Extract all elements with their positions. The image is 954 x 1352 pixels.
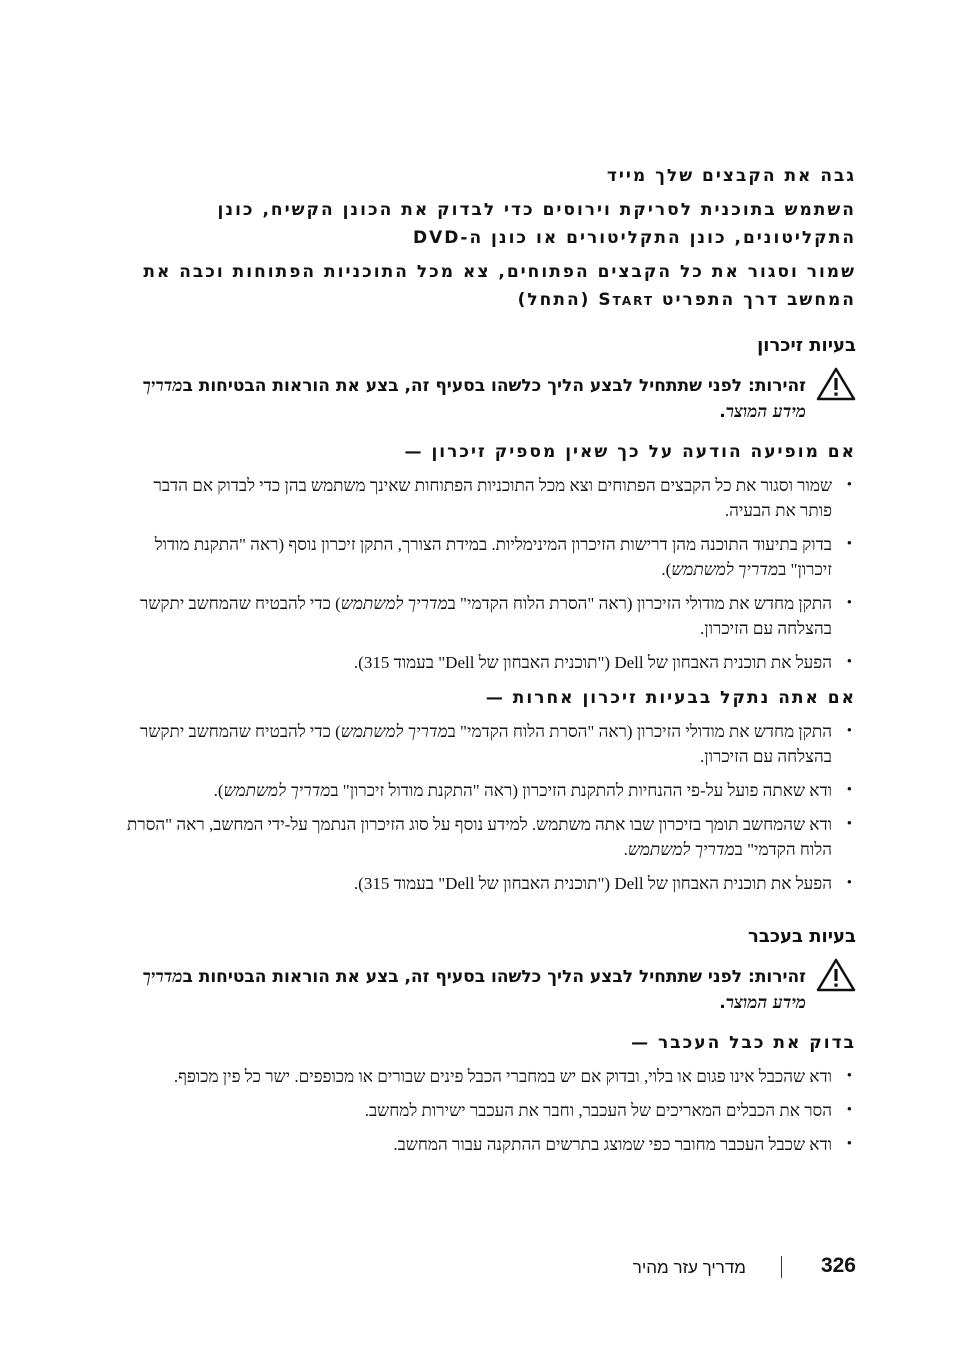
list-item: • ודא שהכבל אינו פגום או בלוי, ובדוק אם יש במחברי הכבל פינים שבורים או מכופפים. ישר כל פין מכופף. xyxy=(120,1064,856,1089)
list-item-text: ). xyxy=(661,560,672,579)
list-item: • הסר את הכבלים המאריכים של העכבר, וחבר את העכבר ישירות למחשב. xyxy=(120,1098,856,1123)
other-memory-list xyxy=(120,719,856,896)
list-item: • הפעל את תוכנית האבחון של Dell ("תוכנית האבחון של Dell" בעמוד 315). xyxy=(120,650,856,675)
caution-label: זהירות: xyxy=(748,376,806,396)
footer-divider xyxy=(781,1256,782,1278)
list-item xyxy=(120,532,856,582)
caution-end: . xyxy=(719,993,726,1013)
page-number: 326 xyxy=(820,1254,856,1277)
list-item: • ודא שכבל העכבר מחובר כפי שמוצג בתרשים ההתקנה עבור המחשב. xyxy=(120,1132,856,1157)
section-heading-mouse: בעיות בעכבר xyxy=(748,926,856,947)
list-item-text: ) כדי להבטיח שהמחשב יתקשר בהצלחה עם הזיכרון. xyxy=(139,722,832,766)
doc-title: מדריך למשתמש xyxy=(223,781,331,800)
mouse-section xyxy=(120,924,856,1157)
list-item-text: התקן מחדש את מודולי הזיכרון (ראה "הסרת הלוח הקדמי" ב xyxy=(447,722,832,741)
caution-note-memory xyxy=(120,373,856,425)
list-item-text: . xyxy=(623,840,628,859)
list-item: • שמור וסגור את כל הקבצים הפתוחים וצא מכל התוכניות הפתוחות שאינך משתמש בהן כדי לבדוק אם הדבר פותר את הבעיה. xyxy=(120,473,856,523)
caution-text: לפני שתתחיל לבצע הליך כלשהו בסעיף זה, בצע את הוראות הבטיחות ב xyxy=(182,376,743,396)
doc-title: מדריך למשתמש xyxy=(340,594,448,613)
mouse-cable-list xyxy=(120,1064,856,1157)
lead-item-backup: גבה את הקבצים שלך מייד xyxy=(606,166,856,186)
list-item xyxy=(120,719,856,769)
section-heading-memory: בעיות זיכרון xyxy=(757,335,856,356)
caution-note-mouse xyxy=(120,964,856,1016)
caution-text: לפני שתתחיל לבצע הליך כלשהו בסעיף זה, בצע את הוראות הבטיחות ב xyxy=(182,967,743,987)
list-item-text: ). xyxy=(213,781,224,800)
start-suffix: (התחל) xyxy=(517,290,591,310)
footer-title: מדריך עזר מהיר xyxy=(632,1258,746,1277)
subheading-insufficient-memory: אם מופיעה הודעה על כך שאין מספיק זיכרון — xyxy=(404,442,856,462)
caution-doc-title: מדריך מידע המוצר xyxy=(142,967,806,1013)
list-item-text: התקן מחדש את מודולי הזיכרון (ראה "הסרת הלוח הקדמי" ב xyxy=(447,594,832,613)
start-word: Start xyxy=(598,290,654,310)
caution-icon xyxy=(816,958,856,992)
memory-section xyxy=(120,333,856,896)
doc-title: מדריך למשתמש xyxy=(340,722,448,741)
caution-end: . xyxy=(719,402,726,422)
lead-item-virus-scan: השתמש בתוכנית לסריקת וירוסים כדי לבדוק את הכונן הקשיח, כונן התקליטונים, כונן התקליטורים או כונן ה-DVD xyxy=(217,200,856,248)
list-item-text: בדוק בתיעוד התוכנה מהן דרישות הזיכרון המינימליות. במידת הצורך, התקן זיכרון נוסף (ראה "התקנת מודול זיכרון" ב xyxy=(154,535,832,579)
list-item-text: ודא שאתה פועל על-פי ההנחיות להתקנת הזיכרון (ראה "התקנת מודול זיכרון" ב xyxy=(330,781,832,800)
page-footer xyxy=(120,1254,856,1284)
caution-doc-title: מדריך מידע המוצר xyxy=(142,376,806,422)
doc-title: מדריך למשתמש xyxy=(627,840,735,859)
list-item-text: ) כדי להבטיח שהמחשב יתקשר בהצלחה עם הזיכרון. xyxy=(139,594,832,638)
subheading-other-memory: אם אתה נתקל בבעיות זיכרון אחרות — xyxy=(485,688,856,708)
lead-section xyxy=(120,162,856,314)
list-item xyxy=(120,591,856,641)
caution-icon xyxy=(816,367,856,401)
list-item xyxy=(120,812,856,862)
lead-item-shutdown-text: שמור וסגור את כל הקבצים הפתוחים, צא מכל התוכניות הפתוחות וכבה את המחשב דרך התפריט xyxy=(143,262,856,310)
caution-label: זהירות: xyxy=(748,967,806,987)
doc-title: מדריך למשתמש xyxy=(671,560,779,579)
list-item: • הפעל את תוכנית האבחון של Dell ("תוכנית האבחון של Dell" בעמוד 315). xyxy=(120,871,856,896)
subheading-check-mouse-cable: בדוק את כבל העכבר — xyxy=(631,1033,856,1053)
lead-item-shutdown xyxy=(120,258,856,314)
insufficient-memory-list xyxy=(120,473,856,675)
list-item-text: ודא שהמחשב תומך בזיכרון שבו אתה משתמש. למידע נוסף על סוג הזיכרון הנתמך על-ידי המחשב, ראה "הסרת הלוח הקדמי" ב xyxy=(127,815,832,859)
list-item xyxy=(120,778,856,803)
